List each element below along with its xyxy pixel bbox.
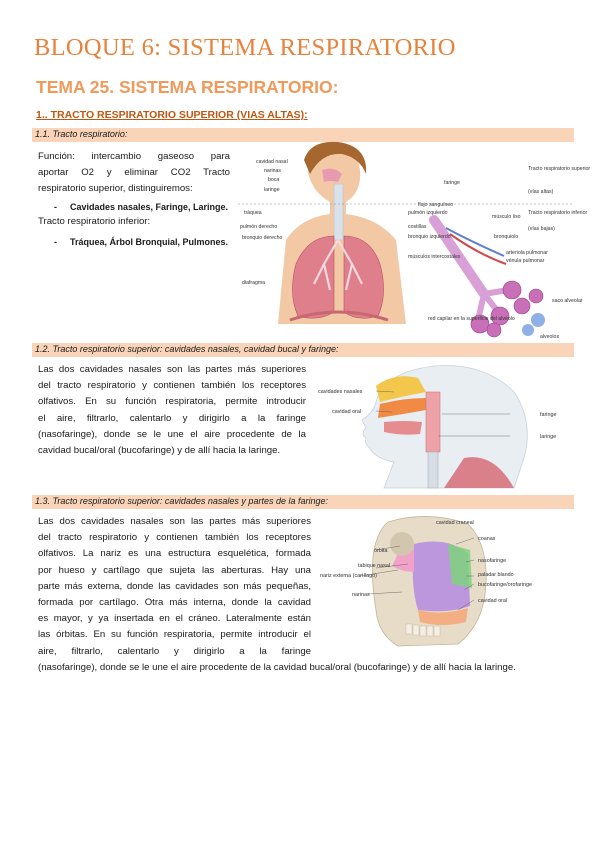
fig-label: cavidad oral bbox=[332, 409, 362, 415]
fig-label: flujo sanguíneo bbox=[418, 202, 454, 208]
fig-label: músculos intercostales bbox=[408, 254, 461, 260]
fig-label: (vías bajas) bbox=[528, 226, 555, 232]
fig-label: narinas bbox=[352, 592, 370, 598]
fig-label bbox=[528, 166, 590, 172]
head-sagittal-illustration bbox=[314, 362, 574, 488]
fig-label: músculo liso bbox=[492, 214, 521, 220]
fig-label: faringe bbox=[540, 412, 557, 418]
fig-label: cavidad craneal bbox=[436, 520, 474, 526]
fig-label: nariz externa (cartílago) bbox=[320, 573, 377, 579]
subsection-band-1-1 bbox=[32, 128, 574, 142]
fig-label: paladar blando bbox=[478, 572, 514, 578]
fig-label: cavidad oral bbox=[478, 598, 508, 604]
fig-label: coanas bbox=[478, 536, 496, 542]
fig-label: costillas bbox=[408, 224, 427, 230]
text-line: aire, filtrarlo, calentarlo y dirigirlo a la faringe bbox=[38, 645, 311, 657]
text-line: del tracto respiratorio y contienen también los receptores bbox=[38, 380, 306, 392]
text-line: formada por cartílago. Otra más interna, donde la cavidad bbox=[38, 597, 311, 609]
fig-label: diafragma bbox=[242, 280, 266, 286]
text-line: Función: intercambio gaseoso para bbox=[38, 151, 230, 162]
funcion-paragraph bbox=[38, 149, 230, 198]
subsection-band-1-2 bbox=[32, 343, 574, 357]
fig-label: (vías altas) bbox=[528, 189, 554, 195]
text-line: olfativos. La nariz es una estructura esquelética, formada bbox=[38, 548, 311, 560]
fig-label: faringe bbox=[444, 180, 460, 186]
page-title: BLOQUE 6: SISTEMA RESPIRATORIO bbox=[34, 34, 456, 61]
fig-label: órbita bbox=[374, 548, 388, 554]
fig-label: pulmón izquierdo bbox=[408, 210, 448, 216]
list-item-text: Tráquea, Árbol Bronquial, Pulmones. bbox=[70, 237, 229, 247]
list-item: - Cavidades nasales, Faringe, Laringe. bbox=[54, 202, 229, 212]
fig-label: laringe bbox=[540, 434, 557, 440]
text-line: Las dos cavidades nasales son las partes más superiores bbox=[38, 516, 311, 527]
subsection-heading: 1.1. Tracto respiratorio: bbox=[35, 129, 128, 139]
fig-label: cavidad nasal bbox=[256, 159, 288, 165]
fig-label: cavidades nasales bbox=[318, 389, 363, 395]
fig-label: red capilar en la superficie del alvéolo bbox=[428, 316, 515, 322]
text-line: es mayor, y ya insertada en el cráneo. Lateralmente están bbox=[38, 613, 311, 625]
fig-label: alveolos bbox=[540, 334, 560, 340]
paragraph-1-2 bbox=[38, 362, 306, 459]
text-line: (nasofaringe), donde se le une el aire procedente de la bbox=[38, 428, 306, 440]
fig-label: vénula pulmonar bbox=[506, 258, 545, 264]
text-line: Las dos cavidades nasales son las partes más superiores bbox=[38, 364, 306, 375]
text-line: respiratorio superior, distinguiremos: bbox=[38, 183, 193, 195]
respiratory-system-illustration bbox=[238, 144, 591, 344]
text-line: por hueso y cartílago que sujeta las aberturas. Hay una bbox=[38, 564, 311, 576]
fig-label-text: Tracto respiratorio superior bbox=[528, 166, 591, 172]
text-line: las órbitas. En su función respiratoria, permite introducir el bbox=[38, 629, 311, 641]
text-line: del tracto respiratorio y contienen también los receptores bbox=[38, 532, 311, 544]
fig-label: bronquio izquierdo bbox=[408, 234, 451, 240]
subsection-heading: 1.3. Tracto respiratorio superior: cavidades nasales y partes de la faringe: bbox=[35, 496, 328, 506]
fig-label: nasofaringe bbox=[478, 558, 507, 564]
fig-label: arteriola pulmonar bbox=[506, 250, 548, 256]
subsection-heading: 1.2. Tracto respiratorio superior: cavidades nasales, cavidad bucal y faringe: bbox=[35, 344, 339, 354]
fig-label: laringe bbox=[264, 187, 280, 193]
inferior-label: Tracto respiratorio inferior: bbox=[38, 216, 151, 227]
list-item-text: Cavidades nasales, Faringe, Laringe. bbox=[70, 202, 229, 212]
skull-nasal-illustration bbox=[318, 514, 574, 650]
fig-label: pulmón derecho bbox=[240, 224, 278, 230]
paragraph-1-3-last-line: (nasofaringe), donde se le une el aire procedente de la cavidad bucal/oral (bucofaringe) y de allí hacia la laringe. bbox=[38, 662, 516, 673]
text-line: olfativos. En su función respiratoria, permite introducir bbox=[38, 396, 306, 408]
text-line: parte más externa, donde las cavidades son más pequeñas, bbox=[38, 580, 311, 592]
subsection-band-1-3 bbox=[32, 495, 574, 509]
topic-heading: TEMA 25. SISTEMA RESPIRATORIO: bbox=[36, 77, 339, 97]
section-heading: 1.. TRACTO RESPIRATORIO SUPERIOR (VIAS ALTAS): bbox=[36, 109, 308, 121]
fig-label: bucofaringe/orofaringe bbox=[478, 582, 532, 588]
paragraph-1-3 bbox=[38, 514, 311, 660]
fig-label: tráquea bbox=[244, 210, 262, 216]
fig-label: tabique nasal bbox=[358, 563, 391, 569]
list-item: - Tráquea, Árbol Bronquial, Pulmones. bbox=[54, 237, 229, 247]
fig-label: Tracto respiratorio inferior bbox=[528, 210, 588, 216]
fig-label: boca bbox=[268, 177, 280, 183]
fig-label: bronquio derecho bbox=[242, 235, 283, 241]
text-line: el aire, filtrarlo, calentarlo y dirigirlo a la faringe bbox=[38, 412, 306, 424]
fig-label: saco alveolar bbox=[552, 298, 583, 304]
fig-label: bronquiolo bbox=[494, 234, 519, 240]
fig-label: narinas bbox=[264, 168, 282, 174]
text-line: aportar O2 y eliminar CO2 Tracto bbox=[38, 167, 230, 179]
text-line: cavidad bucal/oral (bucofaringe) y de allí hacia la laringe. bbox=[38, 445, 281, 457]
